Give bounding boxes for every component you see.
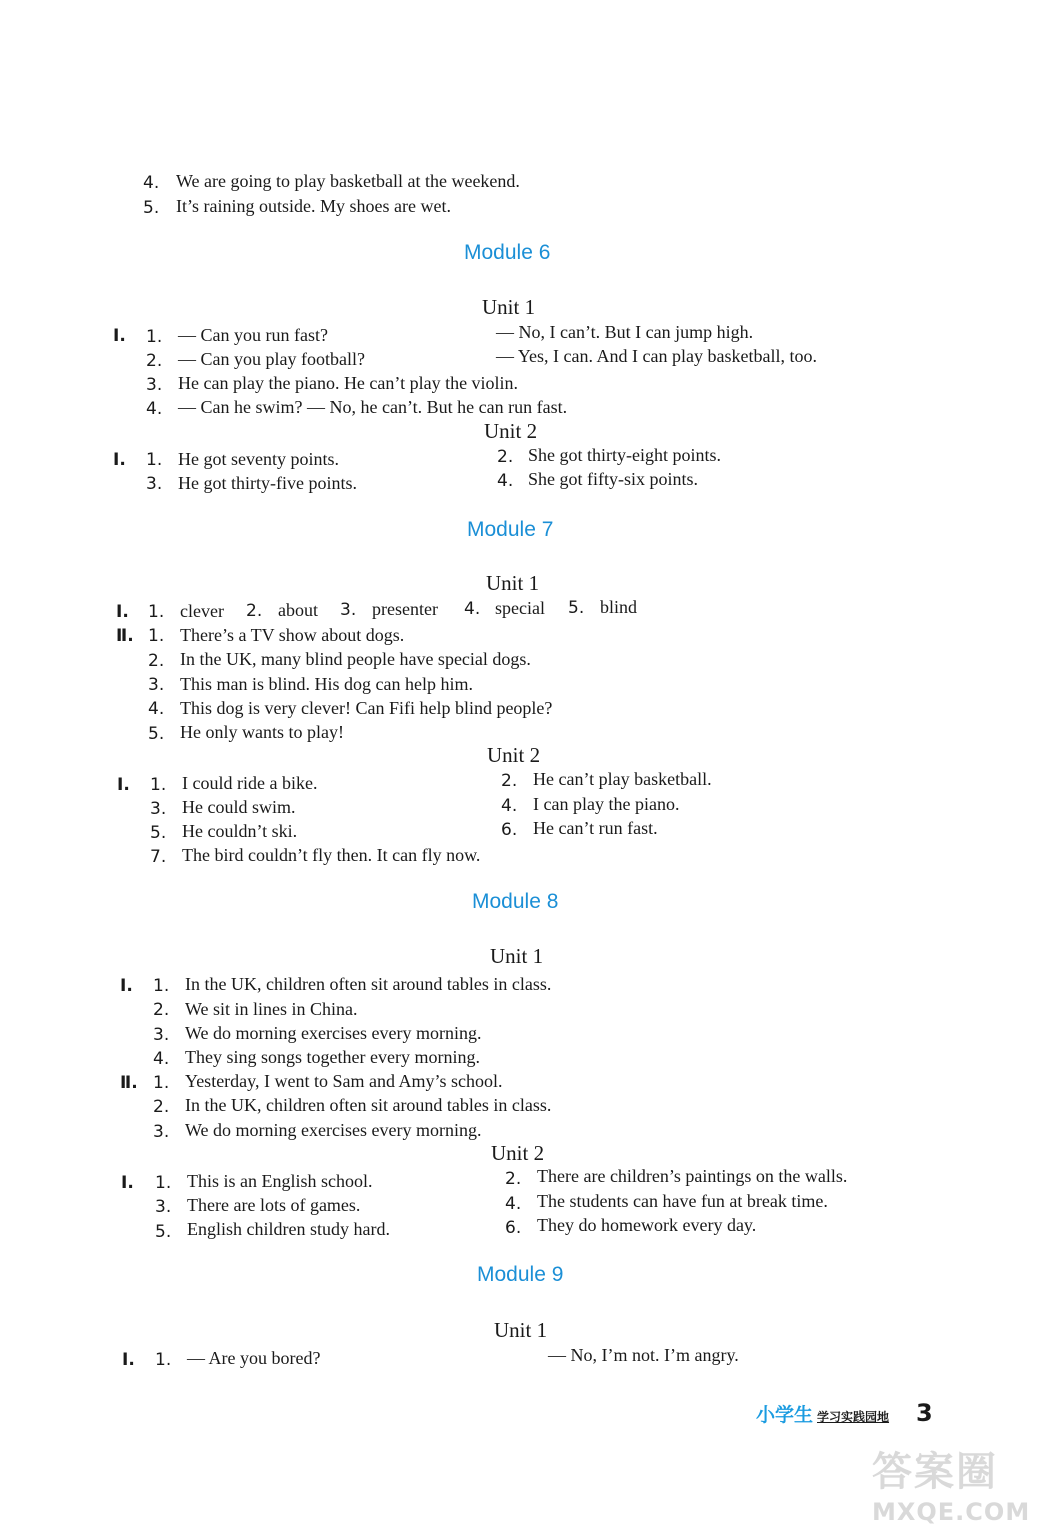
answer-line: He got thirty-five points.	[178, 473, 357, 493]
item-number: 5.	[148, 724, 165, 744]
answer-line: — Can you run fast?	[178, 325, 328, 345]
answer-line: We are going to play basketball at the weekend.	[176, 171, 520, 191]
answer-line: He only wants to play!	[180, 722, 344, 742]
answer-line: In the UK, many blind people have special dogs.	[180, 649, 531, 669]
answer-line: In the UK, children often sit around tables in class.	[185, 1095, 552, 1115]
item-number: 3.	[153, 1122, 170, 1142]
item-number: 2.	[505, 1169, 522, 1189]
section-roman-numeral: Ⅰ.	[113, 450, 126, 470]
answer-line: We do morning exercises every morning.	[185, 1023, 482, 1043]
item-number: 4.	[146, 399, 163, 419]
section-roman-numeral: Ⅰ.	[117, 775, 130, 795]
word-answer: blind	[600, 597, 638, 617]
answer-line: We do morning exercises every morning.	[185, 1120, 482, 1140]
answer-line: English children study hard.	[187, 1219, 390, 1239]
item-number: 4.	[497, 471, 514, 491]
item-number: 5.	[155, 1222, 172, 1242]
item-number: 7.	[150, 847, 167, 867]
answer-line: He could swim.	[182, 797, 296, 817]
item-number: 1.	[153, 1073, 170, 1093]
answer-line: I can play the piano.	[533, 794, 680, 814]
answer-line: He can’t play basketball.	[533, 769, 712, 789]
item-number: 4.	[501, 796, 518, 816]
module-heading: Module 6	[464, 241, 551, 264]
answer-line: In the UK, children often sit around tables in class.	[185, 974, 552, 994]
unit-heading: Unit 1	[490, 944, 544, 968]
item-number: 1.	[146, 327, 163, 347]
answer-line: I could ride a bike.	[182, 773, 318, 793]
watermark-url	[872, 1498, 1030, 1526]
answer-line: It’s raining outside. My shoes are wet.	[176, 196, 451, 216]
answer-line: This is an English school.	[187, 1171, 373, 1191]
item-number: 2.	[153, 1097, 170, 1117]
unit-heading: Unit 1	[494, 1318, 548, 1342]
item-number: 2.	[146, 351, 163, 371]
item-number: 2.	[246, 601, 263, 621]
unit-heading: Unit 1	[482, 295, 536, 319]
section-roman-numeral: Ⅰ.	[120, 976, 133, 996]
answer-line: This dog is very clever! Can Fifi help blind people?	[180, 698, 553, 718]
module-heading: Module 8	[472, 890, 559, 913]
watermark-logo	[872, 1440, 998, 1497]
item-number: 5.	[150, 823, 167, 843]
answer-line: Yesterday, I went to Sam and Amy’s school.	[185, 1071, 503, 1091]
item-number: 4.	[505, 1194, 522, 1214]
answer-line: He couldn’t ski.	[182, 821, 298, 841]
answer-line: — Can you play football?	[178, 349, 365, 369]
answer-line: She got thirty-eight points.	[528, 445, 721, 465]
word-answer: special	[495, 598, 545, 618]
answer-line: They sing songs together every morning.	[185, 1047, 480, 1067]
section-roman-numeral: Ⅰ.	[113, 326, 126, 346]
watermark-text: 答案圈	[872, 1449, 998, 1495]
answer-line: She got fifty-six points.	[528, 469, 698, 489]
item-number: 4.	[464, 599, 481, 619]
item-number: 5.	[143, 198, 160, 218]
watermark-url-text: MXQE.COM	[872, 1498, 1031, 1526]
footer-brand-logo	[756, 1400, 889, 1427]
answer-line: They do homework every day.	[537, 1215, 757, 1235]
item-number: 1.	[150, 775, 167, 795]
item-number: 1.	[146, 450, 163, 470]
answer-line: We sit in lines in China.	[185, 999, 358, 1019]
answer-line: He got seventy points.	[178, 449, 339, 469]
page-number: 3	[916, 1399, 933, 1427]
item-number: 2.	[497, 447, 514, 467]
item-number: 3.	[146, 375, 163, 395]
word-answer: clever	[180, 601, 224, 621]
answer-line: There are lots of games.	[187, 1195, 361, 1215]
section-roman-numeral: Ⅱ.	[116, 626, 134, 646]
item-number: 5.	[568, 598, 585, 618]
word-answer: about	[278, 600, 318, 620]
module-heading: Module 7	[467, 518, 554, 541]
section-roman-numeral: Ⅰ.	[122, 1350, 135, 1370]
item-number: 1.	[155, 1173, 172, 1193]
item-number: 6.	[501, 820, 518, 840]
item-number: 2.	[148, 651, 165, 671]
item-number: 6.	[505, 1218, 522, 1238]
answer-line: The bird couldn’t fly then. It can fly now.	[182, 845, 481, 865]
word-answer: presenter	[372, 599, 438, 619]
section-roman-numeral: Ⅱ.	[120, 1073, 138, 1093]
item-number: 2.	[153, 1000, 170, 1020]
answer-line: He can’t run fast.	[533, 818, 658, 838]
item-number: 1.	[153, 976, 170, 996]
item-number: 4.	[153, 1049, 170, 1069]
unit-heading: Unit 2	[491, 1141, 545, 1165]
unit-heading: Unit 2	[487, 743, 541, 767]
answer-line: — No, I’m not. I’m angry.	[548, 1345, 739, 1365]
answer-line: He can play the piano. He can’t play the violin.	[178, 373, 519, 393]
unit-heading: Unit 2	[484, 419, 538, 443]
answer-line: This man is blind. His dog can help him.	[180, 674, 473, 694]
item-number: 1.	[148, 626, 165, 646]
footer-brand-name: 小学生	[756, 1404, 814, 1426]
footer-brand-subtitle: 学习实践园地	[817, 1410, 890, 1424]
section-roman-numeral: Ⅰ.	[116, 602, 129, 622]
item-number: 3.	[146, 474, 163, 494]
item-number: 1.	[155, 1350, 172, 1370]
item-number: 1.	[148, 602, 165, 622]
module-heading: Module 9	[477, 1263, 564, 1286]
answer-line: — No, I can’t. But I can jump high.	[496, 322, 754, 342]
item-number: 3.	[155, 1197, 172, 1217]
answer-line: There are children’s paintings on the walls.	[537, 1166, 848, 1186]
item-number: 2.	[501, 771, 518, 791]
answer-line: There’s a TV show about dogs.	[180, 625, 405, 645]
item-number: 4.	[148, 699, 165, 719]
answer-line: — Yes, I can. And I can play basketball, too.	[496, 346, 817, 366]
answer-line: — Are you bored?	[187, 1348, 321, 1368]
item-number: 4.	[143, 173, 160, 193]
item-number: 3.	[148, 675, 165, 695]
answer-line: — Can he swim? — No, he can’t. But he can run fast.	[178, 397, 568, 417]
unit-heading: Unit 1	[486, 571, 540, 595]
item-number: 3.	[340, 600, 357, 620]
answer-line: The students can have fun at break time.	[537, 1191, 828, 1211]
section-roman-numeral: Ⅰ.	[121, 1173, 134, 1193]
item-number: 3.	[153, 1025, 170, 1045]
item-number: 3.	[150, 799, 167, 819]
